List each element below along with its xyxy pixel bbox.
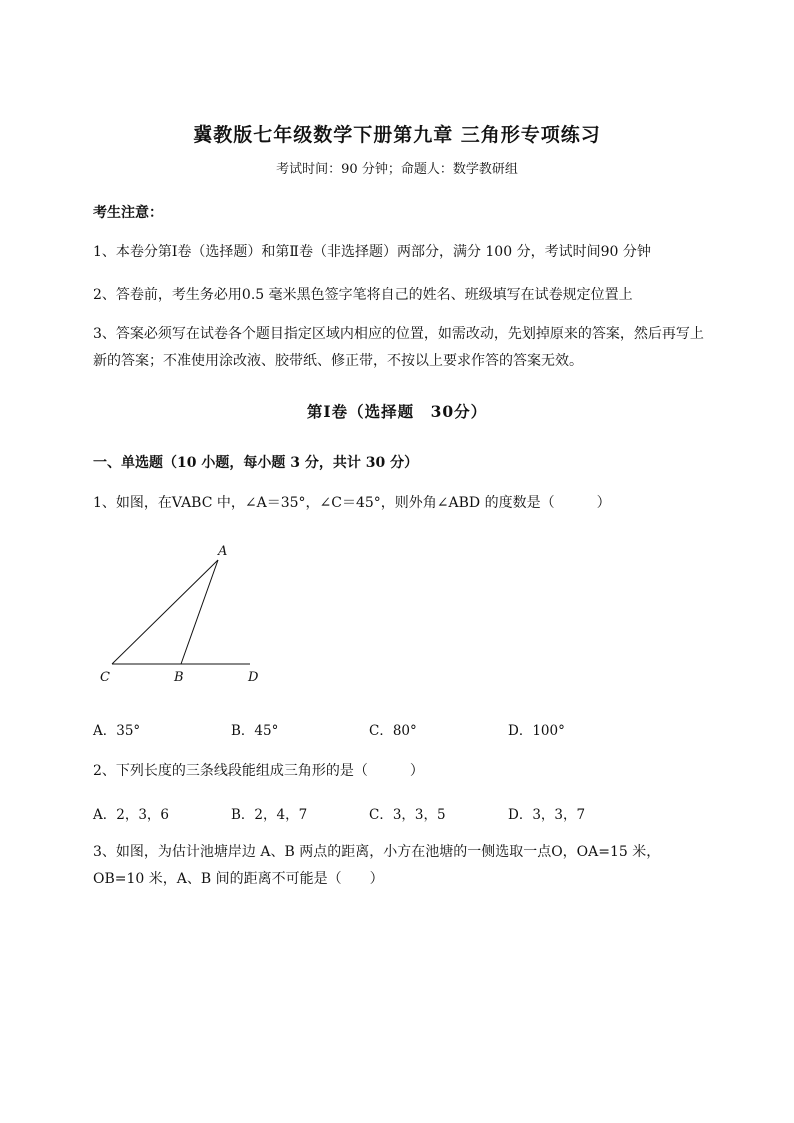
notice-item: 1、本卷分第Ⅰ卷（选择题）和第Ⅱ卷（非选择题）两部分，满分 100 分，考试时间90 分钟: [93, 244, 651, 260]
line-ba: [181, 560, 218, 664]
label-a: A: [218, 544, 228, 559]
part-title: 一、单选题（10 小题，每小题 3 分，共计 30 分）: [93, 455, 419, 471]
q2-option-c: C．3，3，5: [369, 807, 446, 823]
label-d: D: [248, 670, 259, 685]
q2-option-d: D．3，3，7: [508, 807, 586, 823]
line-ca: [112, 560, 218, 664]
document-title: 冀教版七年级数学下册第九章 三角形专项练习: [193, 124, 601, 146]
section-title: 第Ⅰ卷（选择题 30分）: [306, 402, 488, 421]
q1-option-d: D．100°: [508, 723, 565, 739]
label-c: C: [100, 670, 110, 685]
notice-heading: 考生注意：: [93, 205, 163, 221]
notice-item: 3、答案必须写在试卷各个题目指定区域内相应的位置，如需改动，先划掉原来的答案，然后再写上新的答案；不准使用涂改液、胶带纸、修正带，不按以上要求作答的答案无效。: [93, 326, 704, 369]
question-2-text: 2、下列长度的三条线段能组成三角形的是（ ）: [93, 763, 424, 779]
question-1-text: 1、如图，在VABC 中，∠A＝35°，∠C＝45°，则外角∠ABD 的度数是（ ）: [93, 495, 611, 511]
q2-option-a: A．2，3，6: [93, 807, 170, 823]
notice-item: 2、答卷前，考生务必用0.5 毫米黑色签字笔将自己的姓名、班级填写在试卷规定位置上: [93, 287, 633, 303]
q1-option-a: A．35°: [93, 723, 141, 739]
q2-option-b: B．2，4，7: [231, 807, 308, 823]
triangle-figure: [95, 540, 275, 694]
q1-option-c: C．80°: [369, 723, 417, 739]
label-b: B: [174, 670, 184, 685]
document-subtitle: 考试时间：90 分钟；命题人：数学教研组: [276, 162, 518, 177]
q1-option-b: B．45°: [231, 723, 279, 739]
question-3-text: 3、如图，为估计池塘岸边 A、B 两点的距离，小方在池塘的一侧选取一点O，OA=15 米，OB=10 米，A、B 间的距离不可能是（ ）: [93, 844, 661, 887]
